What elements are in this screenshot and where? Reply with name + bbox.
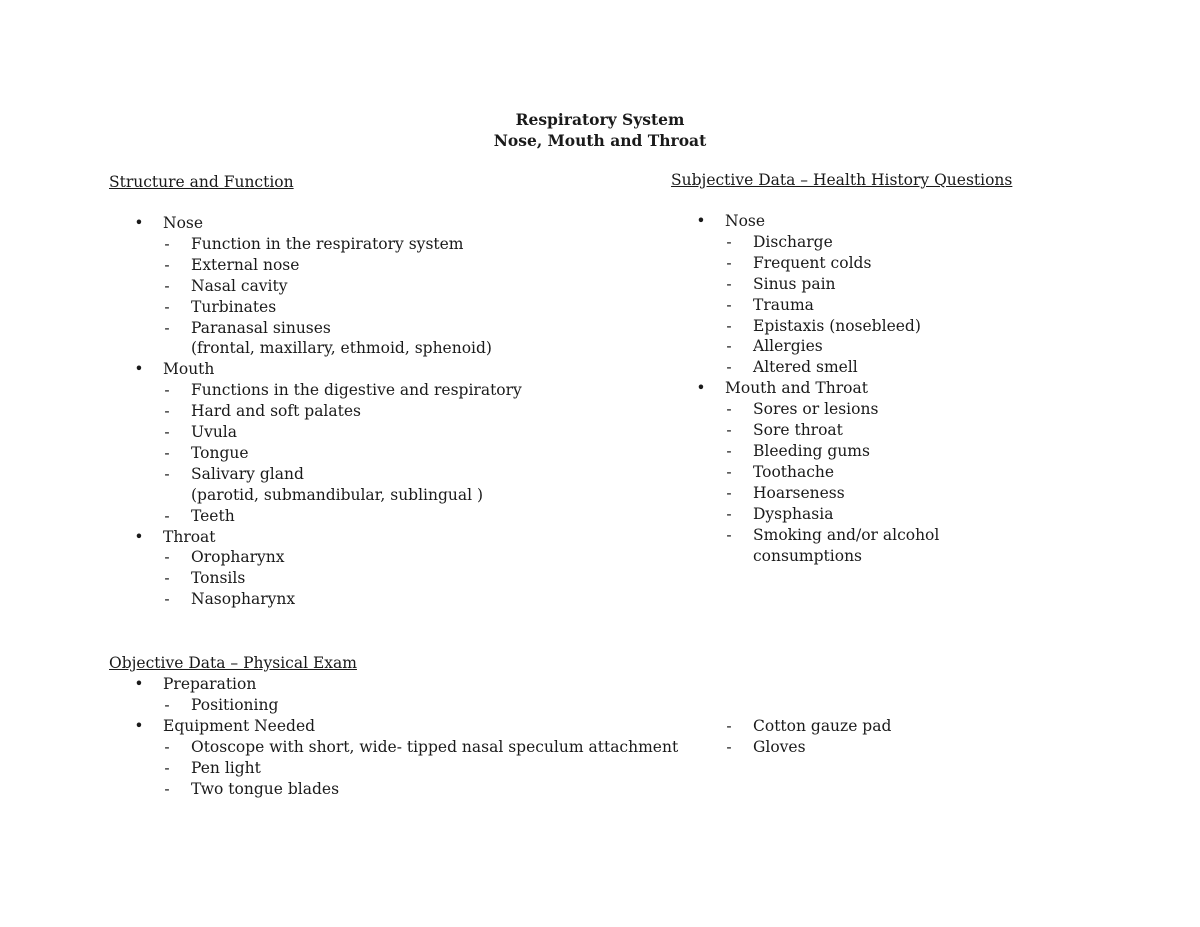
list-item: Nasopharynx bbox=[191, 590, 296, 609]
list-item: Cotton gauze pad bbox=[753, 716, 892, 735]
list-item: Trauma bbox=[753, 295, 814, 314]
list-item: Functions in the digestive and respiratory bbox=[191, 381, 522, 400]
subjective-heading: Subjective Data – Health History Questions bbox=[671, 171, 1013, 189]
list-item: Epistaxis (nosebleed) bbox=[753, 316, 921, 335]
bullet-icon: • bbox=[696, 212, 706, 230]
list-item: Toothache bbox=[753, 462, 835, 481]
list-item-heading: Nose bbox=[163, 214, 204, 232]
dash-icon: - bbox=[726, 441, 732, 460]
bullet-icon: • bbox=[134, 214, 144, 232]
dash-icon: - bbox=[164, 443, 170, 462]
bullet-icon: • bbox=[134, 716, 144, 735]
list-item: Altered smell bbox=[753, 358, 858, 377]
dash-icon: - bbox=[164, 402, 170, 421]
structure-heading: Structure and Function bbox=[109, 173, 294, 191]
bullet-icon: • bbox=[134, 527, 144, 546]
list-item: Otoscope with short, wide- tipped nasal speculum attachment bbox=[191, 737, 679, 756]
dash-icon: - bbox=[164, 234, 170, 253]
list-item: Teeth bbox=[191, 506, 235, 525]
list-item: Paranasal sinuses bbox=[191, 318, 331, 337]
dash-icon: - bbox=[164, 423, 170, 441]
list-item: Dysphasia bbox=[753, 504, 834, 523]
dash-icon: - bbox=[164, 548, 170, 567]
dash-icon: - bbox=[726, 316, 732, 335]
dash-icon: - bbox=[164, 276, 170, 295]
list-item-heading: Mouth and Throat bbox=[725, 379, 868, 398]
dash-icon: - bbox=[164, 758, 170, 777]
list-item-detail: consumptions bbox=[753, 547, 863, 566]
dash-icon: - bbox=[726, 462, 732, 481]
dash-icon: - bbox=[164, 569, 170, 588]
dash-icon: - bbox=[726, 358, 732, 377]
dash-icon: - bbox=[726, 525, 732, 544]
dash-icon: - bbox=[726, 421, 732, 439]
list-item: Oropharynx bbox=[191, 548, 285, 567]
list-item-heading: Nose bbox=[725, 212, 766, 230]
list-item: Salivary gland bbox=[191, 464, 304, 483]
dash-icon: - bbox=[726, 737, 732, 756]
dash-icon: - bbox=[164, 464, 170, 483]
list-item: Sinus pain bbox=[753, 274, 836, 293]
list-item: Smoking and/or alcohol bbox=[753, 525, 940, 544]
list-item: Tonsils bbox=[191, 569, 246, 588]
dash-icon: - bbox=[726, 274, 732, 293]
bullet-icon: • bbox=[134, 360, 144, 379]
dash-icon: - bbox=[726, 232, 732, 251]
list-item: Tongue bbox=[191, 443, 249, 462]
document-subtitle: Nose, Mouth and Throat bbox=[493, 131, 707, 150]
list-item-heading: Preparation bbox=[163, 675, 257, 693]
list-item: Gloves bbox=[753, 737, 806, 756]
list-item: Uvula bbox=[191, 423, 238, 441]
list-item: Allergies bbox=[753, 337, 823, 356]
list-item: Bleeding gums bbox=[753, 441, 870, 460]
list-item-detail: (frontal, maxillary, ethmoid, sphenoid) bbox=[191, 339, 492, 358]
list-item: Discharge bbox=[753, 232, 833, 251]
bullet-icon: • bbox=[696, 379, 706, 398]
dash-icon: - bbox=[726, 295, 732, 314]
list-item: Two tongue blades bbox=[191, 779, 340, 798]
list-item: Sores or lesions bbox=[753, 400, 879, 419]
list-item-heading: Throat bbox=[163, 527, 216, 546]
list-item: External nose bbox=[191, 255, 300, 274]
dash-icon: - bbox=[164, 506, 170, 525]
list-item: Pen light bbox=[191, 758, 261, 777]
objective-heading: Objective Data – Physical Exam bbox=[109, 654, 357, 672]
dash-icon: - bbox=[726, 400, 732, 419]
dash-icon: - bbox=[164, 297, 170, 316]
list-item-heading: Mouth bbox=[163, 360, 215, 379]
list-item-heading: Equipment Needed bbox=[163, 716, 316, 735]
document-title: Respiratory System bbox=[515, 110, 685, 129]
dash-icon: - bbox=[726, 337, 732, 356]
list-item: Hoarseness bbox=[753, 483, 845, 502]
dash-icon: - bbox=[164, 779, 170, 798]
list-item: Function in the respiratory system bbox=[191, 234, 464, 253]
dash-icon: - bbox=[164, 737, 170, 756]
list-item: Hard and soft palates bbox=[191, 402, 361, 421]
dash-icon: - bbox=[164, 695, 170, 714]
dash-icon: - bbox=[164, 318, 170, 337]
dash-icon: - bbox=[726, 716, 732, 735]
dash-icon: - bbox=[726, 483, 732, 502]
dash-icon: - bbox=[726, 504, 732, 523]
list-item: Sore throat bbox=[753, 421, 843, 439]
list-item: Frequent colds bbox=[753, 253, 872, 272]
dash-icon: - bbox=[726, 253, 732, 272]
list-item: Nasal cavity bbox=[191, 276, 288, 295]
dash-icon: - bbox=[164, 255, 170, 274]
list-item-detail: (parotid, submandibular, sublingual ) bbox=[191, 485, 484, 504]
list-item: Turbinates bbox=[191, 297, 277, 316]
dash-icon: - bbox=[164, 381, 170, 400]
bullet-icon: • bbox=[134, 675, 144, 693]
dash-icon: - bbox=[164, 590, 170, 609]
list-item: Positioning bbox=[191, 695, 279, 714]
